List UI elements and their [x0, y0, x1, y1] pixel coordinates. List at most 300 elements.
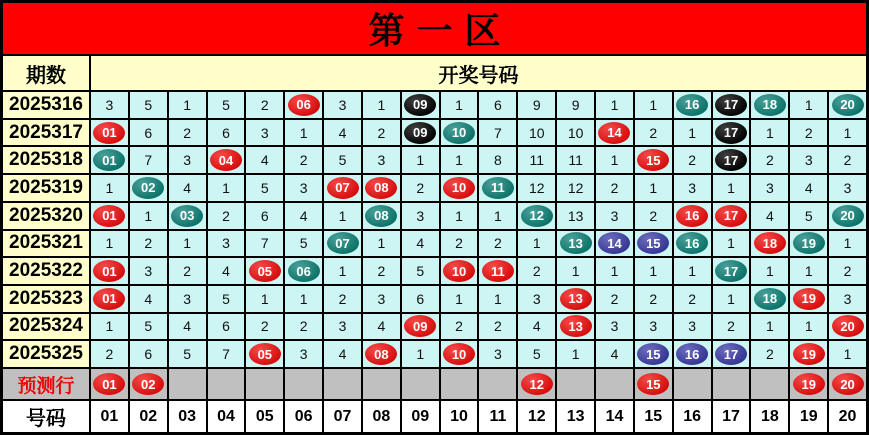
miss-count: 1 — [144, 207, 153, 224]
number-cell — [751, 314, 788, 340]
number-cell — [635, 92, 672, 118]
miss-count: 1 — [727, 235, 735, 252]
number-cell — [713, 147, 750, 173]
miss-count: 5 — [804, 207, 813, 224]
miss-count: 4 — [144, 290, 153, 307]
ball-teal: 13 — [560, 232, 592, 254]
number-cell — [130, 203, 167, 229]
number-cell — [674, 203, 711, 229]
ball-black: 09 — [404, 94, 436, 116]
number-cell — [91, 286, 128, 312]
miss-count: 1 — [105, 235, 114, 252]
miss-count: 1 — [455, 290, 463, 307]
period-label: 2025317 — [3, 120, 89, 146]
prediction-cell — [130, 369, 167, 399]
miss-count: 7 — [144, 152, 153, 169]
footer-number: 05 — [246, 401, 283, 432]
number-cell — [324, 203, 361, 229]
number-cell — [557, 92, 594, 118]
number-cell — [169, 341, 206, 367]
number-cell — [246, 231, 283, 257]
number-cell — [479, 203, 516, 229]
data-row — [3, 341, 866, 367]
miss-count: 4 — [260, 152, 269, 169]
number-cell — [246, 314, 283, 340]
number-cell — [441, 92, 478, 118]
miss-count: 1 — [416, 152, 425, 169]
footer-number: 18 — [751, 401, 788, 432]
miss-count: 1 — [727, 179, 735, 196]
miss-count: 4 — [377, 318, 386, 335]
miss-count: 3 — [688, 318, 697, 335]
number-cell — [402, 175, 439, 201]
number-cell — [518, 147, 555, 173]
miss-count: 1 — [688, 263, 697, 280]
miss-count: 3 — [299, 346, 308, 363]
number-cell — [324, 286, 361, 312]
miss-count: 2 — [649, 290, 658, 307]
ball-red: 10 — [443, 343, 475, 365]
miss-count: 4 — [338, 346, 347, 363]
miss-count: 1 — [727, 290, 735, 307]
ball-teal: 11 — [482, 177, 514, 199]
miss-count: 1 — [843, 346, 852, 363]
number-cell — [674, 147, 711, 173]
miss-count: 4 — [222, 263, 230, 280]
miss-count: 2 — [222, 207, 230, 224]
prediction-cell — [363, 369, 400, 399]
miss-count: 1 — [804, 96, 813, 113]
number-cell — [829, 341, 866, 367]
miss-count: 4 — [610, 346, 619, 363]
number-cell — [557, 147, 594, 173]
ball-red: 20 — [832, 373, 864, 395]
number-cell — [635, 286, 672, 312]
number-cell — [635, 231, 672, 257]
data-row — [3, 231, 866, 257]
ball-red: 01 — [93, 122, 125, 144]
number-cell — [246, 341, 283, 367]
miss-count: 1 — [610, 152, 619, 169]
number-cell — [285, 175, 322, 201]
number-cell — [324, 341, 361, 367]
number-cell — [479, 120, 516, 146]
miss-count: 5 — [532, 346, 541, 363]
miss-count: 5 — [416, 263, 425, 280]
footer-number: 01 — [91, 401, 128, 432]
number-cell — [130, 92, 167, 118]
footer-number: 06 — [285, 401, 322, 432]
ball-red: 14 — [598, 122, 630, 144]
miss-count: 12 — [528, 179, 545, 196]
ball-red: 20 — [832, 315, 864, 337]
miss-count: 11 — [568, 152, 583, 169]
miss-count: 2 — [299, 152, 308, 169]
number-cell — [713, 258, 750, 284]
number-cell — [829, 175, 866, 201]
miss-count: 2 — [843, 263, 852, 280]
ball-blue: 15 — [637, 232, 669, 254]
number-cell — [208, 147, 245, 173]
number-cell — [285, 258, 322, 284]
footer-number: 08 — [363, 401, 400, 432]
winning-numbers-header: 开奖号码 — [91, 56, 866, 90]
number-cell — [441, 203, 478, 229]
period-label: 2025324 — [3, 314, 89, 340]
number-cell — [208, 175, 245, 201]
number-cell — [635, 147, 672, 173]
number-cell — [324, 120, 361, 146]
miss-count: 1 — [377, 235, 386, 252]
miss-count: 3 — [804, 152, 813, 169]
number-cell — [130, 147, 167, 173]
miss-count: 6 — [260, 207, 269, 224]
miss-count: 1 — [183, 96, 192, 113]
ball-red: 08 — [365, 343, 397, 365]
data-rows — [3, 92, 866, 367]
number-cell — [246, 258, 283, 284]
number-cell — [285, 92, 322, 118]
miss-count: 3 — [260, 124, 269, 141]
prediction-cell — [635, 369, 672, 399]
number-cell — [635, 120, 672, 146]
miss-count: 1 — [571, 263, 580, 280]
miss-count: 9 — [532, 96, 541, 113]
miss-count: 2 — [804, 124, 813, 141]
period-label: 2025320 — [3, 203, 89, 229]
number-cell — [363, 92, 400, 118]
number-cell — [402, 314, 439, 340]
footer-number: 17 — [713, 401, 750, 432]
number-cell — [596, 258, 633, 284]
number-cell — [208, 203, 245, 229]
data-row — [3, 286, 866, 312]
number-cell — [130, 231, 167, 257]
miss-count: 3 — [610, 318, 619, 335]
number-cell — [674, 341, 711, 367]
miss-count: 2 — [727, 318, 735, 335]
footer-number: 19 — [790, 401, 827, 432]
number-cell — [208, 341, 245, 367]
number-cell — [91, 120, 128, 146]
miss-count: 4 — [416, 235, 425, 252]
number-cell — [402, 147, 439, 173]
data-row — [3, 258, 866, 284]
number-cell — [363, 231, 400, 257]
ball-teal: 03 — [171, 205, 203, 227]
miss-count: 6 — [144, 124, 153, 141]
miss-count: 6 — [416, 290, 425, 307]
miss-count: 3 — [532, 290, 541, 307]
prediction-cell — [324, 369, 361, 399]
number-cell — [596, 92, 633, 118]
miss-count: 1 — [183, 235, 192, 252]
prediction-row — [3, 369, 866, 399]
number-cell — [130, 286, 167, 312]
number-cell — [518, 175, 555, 201]
number-cell — [169, 314, 206, 340]
miss-count: 3 — [843, 290, 852, 307]
ball-blue: 15 — [637, 343, 669, 365]
data-row — [3, 147, 866, 173]
footer-number: 04 — [208, 401, 245, 432]
miss-count: 3 — [843, 179, 852, 196]
footer-number: 10 — [441, 401, 478, 432]
ball-red: 11 — [482, 260, 514, 282]
ball-black: 17 — [715, 149, 747, 171]
number-cell — [518, 314, 555, 340]
number-cell — [751, 258, 788, 284]
number-cell — [790, 231, 827, 257]
miss-count: 2 — [105, 346, 114, 363]
numbers-index-row — [3, 401, 866, 432]
miss-count: 4 — [532, 318, 541, 335]
number-cell — [751, 92, 788, 118]
miss-count: 4 — [183, 179, 192, 196]
number-cell — [790, 92, 827, 118]
miss-count: 10 — [528, 124, 545, 141]
miss-count: 2 — [765, 346, 774, 363]
footer-number: 09 — [402, 401, 439, 432]
number-cell — [208, 231, 245, 257]
miss-count: 5 — [260, 179, 269, 196]
miss-count: 1 — [338, 263, 347, 280]
miss-count: 5 — [222, 290, 230, 307]
ball-blue: 17 — [715, 343, 747, 365]
number-cell — [596, 231, 633, 257]
miss-count: 1 — [765, 263, 774, 280]
number-cell — [363, 258, 400, 284]
ball-red: 09 — [404, 315, 436, 337]
miss-count: 1 — [804, 263, 813, 280]
number-cell — [91, 231, 128, 257]
miss-count: 7 — [494, 124, 502, 141]
number-cell — [518, 203, 555, 229]
number-cell — [285, 286, 322, 312]
miss-count: 4 — [804, 179, 813, 196]
number-cell — [441, 231, 478, 257]
number-cell — [479, 341, 516, 367]
number-cell — [635, 341, 672, 367]
miss-count: 1 — [299, 290, 308, 307]
prediction-cell — [169, 369, 206, 399]
number-cell — [285, 203, 322, 229]
miss-count: 3 — [183, 290, 192, 307]
miss-count: 2 — [649, 207, 658, 224]
miss-count: 1 — [610, 263, 619, 280]
number-cell — [130, 341, 167, 367]
ball-black: 09 — [404, 122, 436, 144]
prediction-cell — [829, 369, 866, 399]
ball-red: 10 — [443, 260, 475, 282]
ball-red: 05 — [249, 260, 281, 282]
ball-black: 17 — [715, 94, 747, 116]
data-row — [3, 203, 866, 229]
miss-count: 3 — [299, 179, 308, 196]
number-cell — [790, 203, 827, 229]
number-cell — [441, 341, 478, 367]
ball-red: 01 — [93, 205, 125, 227]
prediction-cell — [441, 369, 478, 399]
number-cell — [751, 120, 788, 146]
footer-number: 11 — [479, 401, 516, 432]
footer-number: 13 — [557, 401, 594, 432]
miss-count: 1 — [688, 124, 697, 141]
miss-count: 3 — [377, 152, 386, 169]
number-cell — [246, 175, 283, 201]
prediction-cell — [674, 369, 711, 399]
ball-blue: 14 — [598, 232, 630, 254]
number-cell — [713, 286, 750, 312]
prediction-cell — [557, 369, 594, 399]
miss-count: 1 — [494, 207, 502, 224]
prediction-cell — [518, 369, 555, 399]
ball-teal: 18 — [754, 288, 786, 310]
miss-count: 2 — [532, 263, 541, 280]
number-cell — [713, 92, 750, 118]
number-cell — [91, 341, 128, 367]
period-label: 2025323 — [3, 286, 89, 312]
prediction-cell — [91, 369, 128, 399]
miss-count: 4 — [338, 124, 347, 141]
number-cell — [130, 175, 167, 201]
number-cell — [169, 147, 206, 173]
ball-red: 13 — [560, 315, 592, 337]
prediction-cell — [713, 369, 750, 399]
number-cell — [285, 341, 322, 367]
number-cell — [557, 231, 594, 257]
number-cell — [246, 286, 283, 312]
miss-count: 1 — [416, 346, 425, 363]
miss-count: 3 — [688, 179, 697, 196]
number-cell — [324, 147, 361, 173]
miss-count: 2 — [765, 152, 774, 169]
miss-count: 6 — [222, 318, 230, 335]
number-cell — [829, 203, 866, 229]
number-cell — [208, 258, 245, 284]
number-cell — [674, 92, 711, 118]
miss-count: 3 — [144, 263, 153, 280]
ball-teal: 07 — [327, 232, 359, 254]
miss-count: 5 — [144, 96, 153, 113]
number-cell — [246, 203, 283, 229]
miss-count: 2 — [649, 124, 658, 141]
miss-count: 2 — [183, 263, 192, 280]
number-cell — [363, 147, 400, 173]
miss-count: 7 — [260, 235, 269, 252]
miss-count: 1 — [455, 152, 463, 169]
number-cell — [635, 314, 672, 340]
number-cell — [208, 120, 245, 146]
number-cell — [713, 175, 750, 201]
number-cell — [363, 120, 400, 146]
miss-count: 2 — [455, 318, 463, 335]
header-row — [3, 56, 866, 90]
number-cell — [169, 175, 206, 201]
number-cell — [751, 175, 788, 201]
number-cell — [829, 258, 866, 284]
miss-count: 3 — [649, 318, 658, 335]
ball-red: 07 — [327, 177, 359, 199]
number-cell — [246, 120, 283, 146]
data-row — [3, 314, 866, 340]
number-cell — [91, 147, 128, 173]
number-cell — [751, 341, 788, 367]
ball-teal: 02 — [132, 177, 164, 199]
number-cell — [713, 314, 750, 340]
ball-red: 02 — [132, 373, 164, 395]
number-cell — [829, 147, 866, 173]
number-cell — [790, 314, 827, 340]
miss-count: 2 — [377, 124, 386, 141]
ball-teal: 10 — [443, 122, 475, 144]
miss-count: 3 — [416, 207, 425, 224]
ball-teal: 06 — [288, 260, 320, 282]
ball-teal: 01 — [93, 149, 125, 171]
number-cell — [91, 314, 128, 340]
miss-count: 5 — [222, 96, 230, 113]
number-cell — [635, 258, 672, 284]
data-row — [3, 92, 866, 118]
miss-count: 11 — [529, 152, 545, 169]
prediction-cell — [208, 369, 245, 399]
miss-count: 2 — [260, 96, 269, 113]
period-column-header: 期数 — [3, 56, 89, 90]
number-cell — [596, 314, 633, 340]
miss-count: 3 — [377, 290, 386, 307]
miss-count: 2 — [377, 263, 386, 280]
number-cell — [363, 203, 400, 229]
miss-count: 7 — [222, 346, 230, 363]
number-cell — [208, 314, 245, 340]
number-cell — [363, 286, 400, 312]
ball-red: 18 — [754, 232, 786, 254]
number-cell — [91, 92, 128, 118]
number-cell — [829, 120, 866, 146]
prediction-cell — [402, 369, 439, 399]
number-cell — [829, 286, 866, 312]
number-cell — [169, 203, 206, 229]
prediction-cell — [790, 369, 827, 399]
number-cell — [518, 341, 555, 367]
number-cell — [829, 231, 866, 257]
number-cell — [91, 203, 128, 229]
number-cell — [790, 175, 827, 201]
number-cell — [790, 147, 827, 173]
ball-red: 15 — [637, 149, 669, 171]
period-label: 2025321 — [3, 231, 89, 257]
ball-black: 17 — [715, 122, 747, 144]
number-cell — [751, 203, 788, 229]
miss-count: 2 — [299, 318, 308, 335]
miss-count: 1 — [105, 318, 114, 335]
number-cell — [402, 120, 439, 146]
miss-count: 1 — [649, 263, 658, 280]
miss-count: 2 — [183, 124, 192, 141]
number-cell — [324, 92, 361, 118]
miss-count: 4 — [765, 207, 774, 224]
number-cell — [557, 175, 594, 201]
number-cell — [674, 286, 711, 312]
miss-count: 2 — [260, 318, 269, 335]
number-cell — [130, 314, 167, 340]
number-cell — [829, 314, 866, 340]
number-cell — [479, 286, 516, 312]
number-cell — [635, 203, 672, 229]
number-cell — [402, 231, 439, 257]
miss-count: 2 — [610, 290, 619, 307]
miss-count: 4 — [183, 318, 192, 335]
